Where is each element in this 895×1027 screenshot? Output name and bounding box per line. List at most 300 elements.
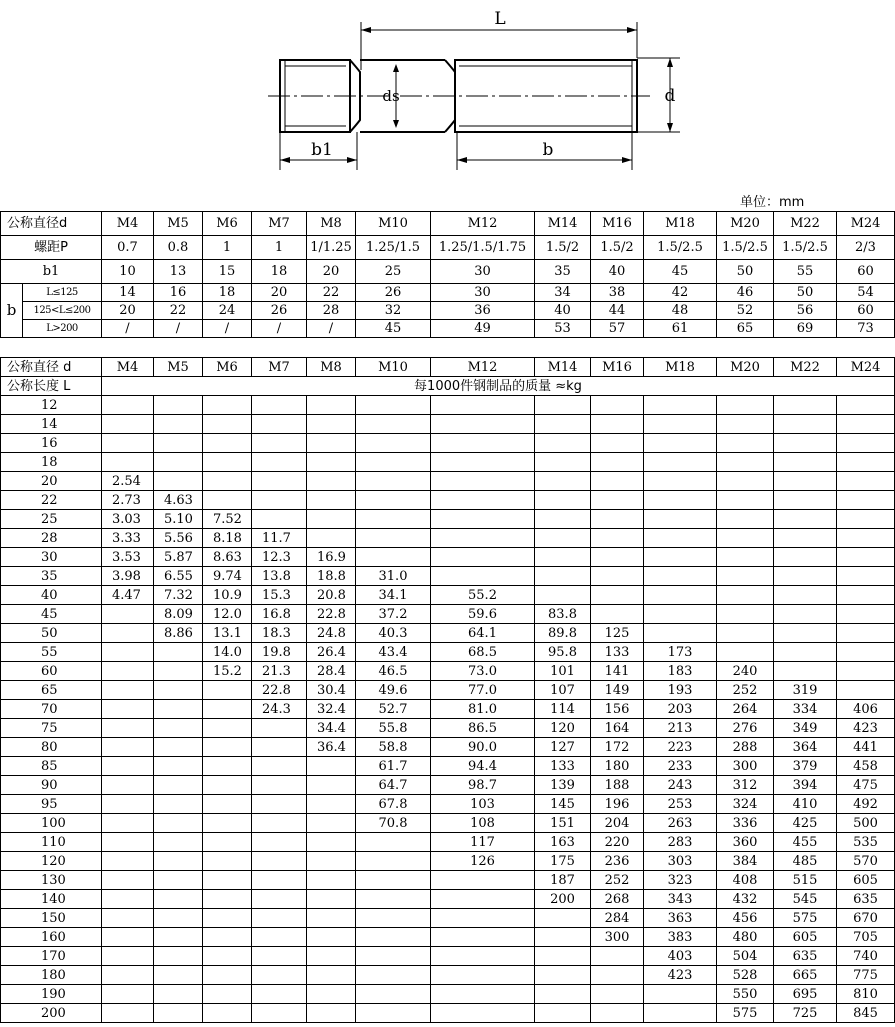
b-cell: 46 — [717, 284, 774, 302]
mass-cell — [431, 434, 535, 453]
length-cell: 80 — [1, 738, 102, 757]
mass-cell: 458 — [837, 757, 895, 776]
mass-cell — [356, 453, 431, 472]
mass-cell — [717, 529, 774, 548]
length-cell: 70 — [1, 700, 102, 719]
mass-cell — [717, 548, 774, 567]
mass-cell: 504 — [717, 947, 774, 966]
label-L: L — [494, 9, 506, 29]
mass-cell — [154, 947, 203, 966]
length-cell: 55 — [1, 643, 102, 662]
mass-row — [1, 643, 895, 662]
mass-cell — [356, 491, 431, 510]
mass-row — [1, 434, 895, 453]
mass-cell: 3.98 — [102, 567, 154, 586]
mass-row — [1, 396, 895, 415]
mass-cell: 276 — [717, 719, 774, 738]
mass-row — [1, 871, 895, 890]
mass-cell: 180 — [591, 757, 644, 776]
size-cell: M8 — [307, 212, 356, 236]
mass-cell: 12.0 — [203, 605, 252, 624]
size-cell: M10 — [356, 358, 431, 377]
mass-cell — [307, 396, 356, 415]
mass-cell — [203, 909, 252, 928]
mass-cell — [252, 472, 307, 491]
mass-cell — [356, 966, 431, 985]
pitch-cell: 1 — [252, 236, 307, 260]
mass-cell: 98.7 — [431, 776, 535, 795]
mass-cell — [356, 510, 431, 529]
mass-cell: 107 — [535, 681, 591, 700]
mass-cell — [774, 643, 837, 662]
mass-cell — [644, 472, 717, 491]
mass-cell — [837, 548, 895, 567]
mass-cell — [154, 776, 203, 795]
mass-cell — [203, 1004, 252, 1023]
mass-cell: 61.7 — [356, 757, 431, 776]
mass-cell — [102, 624, 154, 643]
mass-row — [1, 947, 895, 966]
mass-cell — [252, 776, 307, 795]
mass-row — [1, 833, 895, 852]
mass-cell — [837, 586, 895, 605]
length-cell: 120 — [1, 852, 102, 871]
mass-cell — [203, 776, 252, 795]
mass-cell — [203, 719, 252, 738]
mass-row — [1, 738, 895, 757]
mass-cell — [154, 681, 203, 700]
length-cell: 28 — [1, 529, 102, 548]
b-cell: 20 — [102, 302, 154, 320]
mass-cell — [307, 795, 356, 814]
mass-cell — [535, 586, 591, 605]
mass-cell: 363 — [644, 909, 717, 928]
mass-cell: 775 — [837, 966, 895, 985]
mass-cell — [837, 567, 895, 586]
b-cell: 14 — [102, 284, 154, 302]
mass-cell: 5.87 — [154, 548, 203, 567]
b-cell: 38 — [591, 284, 644, 302]
mass-cell: 145 — [535, 795, 591, 814]
length-label: 公称长度 L — [1, 377, 102, 396]
mass-cell — [535, 567, 591, 586]
pitch-cell: 1.5/2.5 — [644, 236, 717, 260]
mass-cell — [431, 985, 535, 1004]
mass-row — [1, 700, 895, 719]
mass-cell: 183 — [644, 662, 717, 681]
mass-cell — [535, 510, 591, 529]
mass-cell — [717, 472, 774, 491]
mass-cell — [774, 415, 837, 434]
b1-label: b1 — [1, 260, 102, 284]
mass-cell — [203, 396, 252, 415]
mass-cell — [591, 472, 644, 491]
mass-cell — [102, 434, 154, 453]
mass-cell: 364 — [774, 738, 837, 757]
size-cell: M8 — [307, 358, 356, 377]
mass-cell — [154, 738, 203, 757]
mass-cell: 383 — [644, 928, 717, 947]
mass-cell — [203, 491, 252, 510]
mass-cell: 103 — [431, 795, 535, 814]
mass-cell — [535, 947, 591, 966]
mass-cell: 7.32 — [154, 586, 203, 605]
mass-cell: 83.8 — [535, 605, 591, 624]
mass-cell — [252, 396, 307, 415]
length-cell: 16 — [1, 434, 102, 453]
mass-cell — [774, 624, 837, 643]
mass-cell — [717, 415, 774, 434]
mass-cell — [307, 814, 356, 833]
mass-cell: 68.5 — [431, 643, 535, 662]
mass-cell — [307, 453, 356, 472]
mass-cell — [307, 928, 356, 947]
mass-cell — [431, 928, 535, 947]
mass-row — [1, 491, 895, 510]
pitch-cell: 1/1.25 — [307, 236, 356, 260]
mass-cell — [774, 586, 837, 605]
mass-cell: 264 — [717, 700, 774, 719]
mass-cell — [252, 928, 307, 947]
mass-cell: 334 — [774, 700, 837, 719]
mass-cell: 284 — [591, 909, 644, 928]
mass-cell: 515 — [774, 871, 837, 890]
mass-cell: 3.53 — [102, 548, 154, 567]
pitch-row — [1, 236, 895, 260]
mass-cell — [717, 605, 774, 624]
mass-cell — [591, 605, 644, 624]
b1-cell: 10 — [102, 260, 154, 284]
mass-cell — [431, 1004, 535, 1023]
mass-cell — [307, 852, 356, 871]
size-cell: M6 — [203, 212, 252, 236]
b-cell: 52 — [717, 302, 774, 320]
mass-cell — [203, 434, 252, 453]
mass-cell: 475 — [837, 776, 895, 795]
mass-cell — [591, 966, 644, 985]
mass-cell — [774, 472, 837, 491]
label-d: d — [664, 86, 676, 106]
mass-cell: 156 — [591, 700, 644, 719]
mass-cell: 55.8 — [356, 719, 431, 738]
mass-cell: 670 — [837, 909, 895, 928]
mass-cell: 114 — [535, 700, 591, 719]
mass-cell — [591, 510, 644, 529]
size-cell: M22 — [774, 358, 837, 377]
mass-cell — [774, 453, 837, 472]
stud-bolt-drawing — [0, 0, 895, 190]
size-cell: M4 — [102, 212, 154, 236]
mass-cell: 187 — [535, 871, 591, 890]
mass-cell: 324 — [717, 795, 774, 814]
mass-cell: 379 — [774, 757, 837, 776]
length-cell: 130 — [1, 871, 102, 890]
length-cell: 65 — [1, 681, 102, 700]
mass-cell: 252 — [591, 871, 644, 890]
mass-cell: 20.8 — [307, 586, 356, 605]
mass-cell: 403 — [644, 947, 717, 966]
mass-cell — [644, 605, 717, 624]
mass-cell — [252, 738, 307, 757]
b-cell: 45 — [356, 320, 431, 338]
mass-cell: 288 — [717, 738, 774, 757]
mass-cell — [252, 453, 307, 472]
mass-cell — [154, 985, 203, 1004]
mass-cell — [154, 814, 203, 833]
mass-cell: 8.18 — [203, 529, 252, 548]
mass-cell — [154, 890, 203, 909]
mass-cell: 283 — [644, 833, 717, 852]
mass-cell — [717, 624, 774, 643]
mass-cell — [102, 453, 154, 472]
mass-cell — [102, 757, 154, 776]
mass-cell — [307, 491, 356, 510]
b-cell: 36 — [431, 302, 535, 320]
mass-row — [1, 586, 895, 605]
length-cell: 25 — [1, 510, 102, 529]
mass-cell — [356, 415, 431, 434]
mass-cell — [431, 472, 535, 491]
size-cell: M10 — [356, 212, 431, 236]
b1-cell: 13 — [154, 260, 203, 284]
mass-cell — [307, 890, 356, 909]
mass-cell — [154, 757, 203, 776]
mass-cell — [102, 415, 154, 434]
mass-cell — [154, 700, 203, 719]
mass-cell: 725 — [774, 1004, 837, 1023]
mass-cell — [102, 738, 154, 757]
mass-row — [1, 605, 895, 624]
mass-cell — [717, 453, 774, 472]
mass-cell — [154, 453, 203, 472]
mass-cell: 740 — [837, 947, 895, 966]
mass-cell: 605 — [774, 928, 837, 947]
mass-cell — [252, 890, 307, 909]
mass-cell — [102, 814, 154, 833]
b1-cell: 45 — [644, 260, 717, 284]
mass-cell — [431, 548, 535, 567]
pitch-cell: 1.5/2 — [591, 236, 644, 260]
mass-cell — [252, 1004, 307, 1023]
size-cell: M20 — [717, 212, 774, 236]
mass-cell — [644, 548, 717, 567]
mass-caption-row — [1, 377, 895, 396]
mass-cell — [154, 852, 203, 871]
mass-cell — [644, 567, 717, 586]
mass-cell — [102, 662, 154, 681]
size-cell: M5 — [154, 212, 203, 236]
mass-row — [1, 415, 895, 434]
mass-cell: 151 — [535, 814, 591, 833]
mass-cell: 408 — [717, 871, 774, 890]
mass-cell — [837, 510, 895, 529]
pitch-cell: 1.25/1.5/1.75 — [431, 236, 535, 260]
mass-cell: 14.0 — [203, 643, 252, 662]
size-cell: M5 — [154, 358, 203, 377]
mass-cell: 43.4 — [356, 643, 431, 662]
pitch-cell: 1.5/2 — [535, 236, 591, 260]
mass-cell — [717, 643, 774, 662]
mass-cell: 545 — [774, 890, 837, 909]
mass-cell — [535, 453, 591, 472]
mass-cell — [154, 396, 203, 415]
mass-cell: 635 — [774, 947, 837, 966]
mass-cell — [154, 662, 203, 681]
mass-cell: 550 — [717, 985, 774, 1004]
pitch-cell: 1.5/2.5 — [774, 236, 837, 260]
mass-cell — [203, 947, 252, 966]
mass-row — [1, 776, 895, 795]
mass-cell — [774, 548, 837, 567]
mass-cell — [307, 472, 356, 491]
mass-cell: 86.5 — [431, 719, 535, 738]
size-cell: M22 — [774, 212, 837, 236]
mass-cell — [252, 719, 307, 738]
mass-cell — [774, 510, 837, 529]
mass-cell: 18.3 — [252, 624, 307, 643]
mass-cell — [591, 1004, 644, 1023]
mass-row — [1, 719, 895, 738]
mass-cell: 21.3 — [252, 662, 307, 681]
pitch-cell: 1 — [203, 236, 252, 260]
mass-cell: 13.8 — [252, 567, 307, 586]
mass-cell: 141 — [591, 662, 644, 681]
mass-cell: 164 — [591, 719, 644, 738]
mass-cell — [535, 396, 591, 415]
mass-cell: 15.3 — [252, 586, 307, 605]
length-cell: 85 — [1, 757, 102, 776]
mass-row — [1, 795, 895, 814]
b-cell: 54 — [837, 284, 895, 302]
mass-cell: 46.5 — [356, 662, 431, 681]
mass-cell — [591, 434, 644, 453]
b-condition-label: L>200 — [23, 320, 102, 338]
mass-cell — [356, 434, 431, 453]
length-cell: 95 — [1, 795, 102, 814]
size-cell: M14 — [535, 358, 591, 377]
mass-row — [1, 814, 895, 833]
mass-cell — [431, 871, 535, 890]
mass-cell: 384 — [717, 852, 774, 871]
b-cell: 20 — [252, 284, 307, 302]
mass-cell — [203, 453, 252, 472]
mass-cell — [203, 928, 252, 947]
length-cell: 180 — [1, 966, 102, 985]
b-cell: 48 — [644, 302, 717, 320]
size-cell: M24 — [837, 358, 895, 377]
mass-cell: 108 — [431, 814, 535, 833]
mass-cell: 55.2 — [431, 586, 535, 605]
mass-cell — [102, 852, 154, 871]
b-cell: 50 — [774, 284, 837, 302]
b-cell: 49 — [431, 320, 535, 338]
mass-cell — [431, 415, 535, 434]
mass-cell: 360 — [717, 833, 774, 852]
mass-cell — [102, 909, 154, 928]
mass-cell: 5.56 — [154, 529, 203, 548]
mass-cell — [203, 415, 252, 434]
mass-cell: 149 — [591, 681, 644, 700]
mass-cell: 196 — [591, 795, 644, 814]
mass-cell — [837, 662, 895, 681]
b-cell: 24 — [203, 302, 252, 320]
b1-cell: 55 — [774, 260, 837, 284]
mass-cell: 5.10 — [154, 510, 203, 529]
mass-cell: 8.63 — [203, 548, 252, 567]
label-b: b — [542, 140, 554, 160]
mass-caption: 每1000件钢制品的质量 ≈kg — [102, 377, 895, 396]
mass-cell — [431, 491, 535, 510]
mass-cell: 24.3 — [252, 700, 307, 719]
mass-cell: 26.4 — [307, 643, 356, 662]
mass-cell: 172 — [591, 738, 644, 757]
mass-row — [1, 681, 895, 700]
size-cell: M20 — [717, 358, 774, 377]
mass-cell — [644, 529, 717, 548]
length-cell: 50 — [1, 624, 102, 643]
mass-cell: 34.4 — [307, 719, 356, 738]
mass-cell — [837, 624, 895, 643]
mass-row — [1, 985, 895, 1004]
mass-cell: 12.3 — [252, 548, 307, 567]
mass-cell — [644, 1004, 717, 1023]
mass-cell: 117 — [431, 833, 535, 852]
pitch-cell: 1.25/1.5 — [356, 236, 431, 260]
mass-cell: 200 — [535, 890, 591, 909]
mass-cell — [203, 871, 252, 890]
mass-cell — [307, 757, 356, 776]
mass-cell — [252, 909, 307, 928]
length-cell: 200 — [1, 1004, 102, 1023]
mass-cell — [203, 472, 252, 491]
mass-cell — [102, 795, 154, 814]
mass-cell — [154, 643, 203, 662]
mass-cell: 31.0 — [356, 567, 431, 586]
mass-cell — [154, 434, 203, 453]
mass-cell: 70.8 — [356, 814, 431, 833]
mass-cell: 2.73 — [102, 491, 154, 510]
mass-cell — [591, 453, 644, 472]
mass-cell — [717, 396, 774, 415]
mass-cell: 126 — [431, 852, 535, 871]
mass-cell: 49.6 — [356, 681, 431, 700]
mass-cell — [535, 434, 591, 453]
mass-cell: 8.09 — [154, 605, 203, 624]
mass-cell — [154, 928, 203, 947]
b-cell: 30 — [431, 284, 535, 302]
mass-cell — [203, 795, 252, 814]
mass-cell — [644, 624, 717, 643]
mass-row — [1, 852, 895, 871]
mass-cell — [252, 434, 307, 453]
b-row-short — [1, 284, 895, 302]
mass-cell — [644, 510, 717, 529]
b1-cell: 35 — [535, 260, 591, 284]
b1-cell: 15 — [203, 260, 252, 284]
mass-cell — [102, 681, 154, 700]
length-cell: 110 — [1, 833, 102, 852]
b1-cell: 18 — [252, 260, 307, 284]
mass-cell: 64.1 — [431, 624, 535, 643]
mass-cell: 8.86 — [154, 624, 203, 643]
mass-row — [1, 567, 895, 586]
length-cell: 20 — [1, 472, 102, 491]
mass-cell — [356, 909, 431, 928]
mass-cell: 163 — [535, 833, 591, 852]
mass-cell: 406 — [837, 700, 895, 719]
mass-cell: 233 — [644, 757, 717, 776]
pitch-cell: 0.7 — [102, 236, 154, 260]
